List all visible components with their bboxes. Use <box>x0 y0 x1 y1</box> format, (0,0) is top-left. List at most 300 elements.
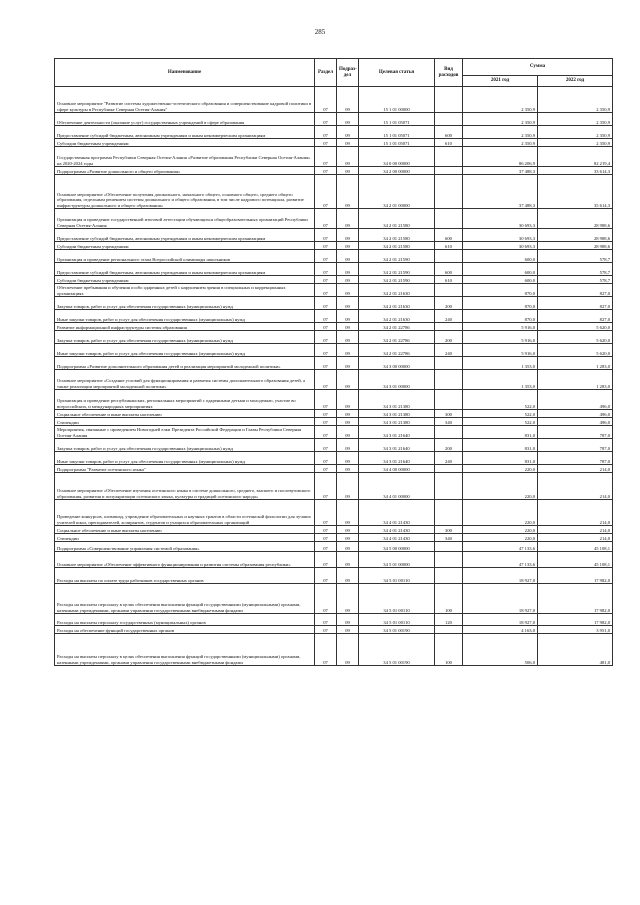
row-exp-type-cell: 100 <box>435 584 463 614</box>
row-2021-cell: 220,0 <box>463 534 538 542</box>
row-target-cell: 34 2 01 22786 <box>359 331 435 344</box>
row-section-cell: 07 <box>315 542 337 552</box>
row-name-cell: Развитие информационной инфраструктуры системы образования <box>55 323 315 331</box>
row-section-cell: 07 <box>315 473 337 500</box>
row-subsection-cell: 09 <box>337 410 359 418</box>
row-name-cell: Иные закупки товаров, работ и услуг для обеспечения государственных (муниципальных) нужд <box>55 310 315 323</box>
row-name-cell: Социальное обеспечение и иные выплаты населению <box>55 410 315 418</box>
row-name-cell: Организация и проведение республиканских, региональных мероприятий с одаренными детьми и молодежью, участие во всероссийских, и международных мероприятиях <box>55 390 315 410</box>
row-target-cell: 34 0 00 00000 <box>359 147 435 167</box>
row-section-cell: 07 <box>315 126 337 139</box>
row-subsection-cell: 09 <box>337 439 359 452</box>
row-exp-type-cell <box>435 147 463 167</box>
row-target-cell: 34 3 01 21380 <box>359 410 435 418</box>
row-target-cell: 34 4 01 00000 <box>359 473 435 500</box>
row-2022-cell: 827,0 <box>538 284 613 297</box>
table-row <box>55 634 613 666</box>
row-2022-cell: 1 283,0 <box>538 357 613 370</box>
table-row <box>55 167 613 175</box>
row-exp-type-cell <box>435 209 463 229</box>
row-subsection-cell: 09 <box>337 147 359 167</box>
row-2022-cell: 214,0 <box>538 465 613 473</box>
row-2022-cell: 214,0 <box>538 473 613 500</box>
row-section-cell: 07 <box>315 568 337 584</box>
row-subsection-cell: 09 <box>337 139 359 147</box>
row-target-cell: 34 3 01 21640 <box>359 439 435 452</box>
row-subsection-cell: 09 <box>337 357 359 370</box>
row-2021-cell: 37 488,3 <box>463 175 538 209</box>
row-subsection-cell: 09 <box>337 390 359 410</box>
row-target-cell: 34 3 01 21640 <box>359 452 435 465</box>
row-2022-cell: 45 108,1 <box>538 552 613 568</box>
table-row <box>55 552 613 568</box>
table-row <box>55 323 613 331</box>
table-row <box>55 209 613 229</box>
row-exp-type-cell <box>435 167 463 175</box>
budget-table <box>54 58 613 666</box>
row-2021-cell: 522,0 <box>463 418 538 426</box>
row-section-cell: 07 <box>315 344 337 357</box>
row-target-cell: 34 2 01 21630 <box>359 310 435 323</box>
row-2022-cell: 578,7 <box>538 250 613 263</box>
row-subsection-cell: 09 <box>337 113 359 126</box>
row-2021-cell: 2 350,9 <box>463 87 538 113</box>
row-section-cell: 07 <box>315 418 337 426</box>
row-2022-cell: 35 614,3 <box>538 175 613 209</box>
row-subsection-cell: 09 <box>337 229 359 242</box>
row-subsection-cell: 09 <box>337 568 359 584</box>
col-2021-header: 2021 год <box>463 76 538 87</box>
row-target-cell: 34 2 01 21590 <box>359 250 435 263</box>
row-2022-cell: 1 283,0 <box>538 370 613 390</box>
row-2021-cell: 870,0 <box>463 310 538 323</box>
row-exp-type-cell: 240 <box>435 310 463 323</box>
row-section-cell: 07 <box>315 526 337 534</box>
row-2022-cell: 787,0 <box>538 439 613 452</box>
row-exp-type-cell: 610 <box>435 139 463 147</box>
row-exp-type-cell <box>435 568 463 584</box>
row-2022-cell: 5 620,0 <box>538 344 613 357</box>
row-2022-cell: 496,0 <box>538 390 613 410</box>
col-section-header: Раздел <box>315 59 337 87</box>
row-exp-type-cell: 340 <box>435 418 463 426</box>
row-name-cell: Подпрограмма «Развитие дополнительного образования детей и реализация мероприятий молодежной политики» <box>55 357 315 370</box>
row-target-cell: 34 4 01 21430 <box>359 526 435 534</box>
row-subsection-cell: 09 <box>337 614 359 626</box>
row-exp-type-cell: 100 <box>435 634 463 666</box>
row-section-cell: 07 <box>315 175 337 209</box>
row-subsection-cell: 09 <box>337 500 359 526</box>
row-name-cell: Закупка товаров, работ и услуг для обеспечения государственных (муниципальных) нужд <box>55 297 315 310</box>
row-section-cell: 07 <box>315 242 337 250</box>
row-name-cell: Предоставление субсидий бюджетным, автономным учреждениям и иным некоммерческим организациям <box>55 126 315 139</box>
table-row <box>55 626 613 634</box>
row-section-cell: 07 <box>315 297 337 310</box>
table-row <box>55 147 613 167</box>
row-name-cell: Субсидии бюджетным учреждениям <box>55 242 315 250</box>
row-section-cell: 07 <box>315 534 337 542</box>
row-subsection-cell: 09 <box>337 331 359 344</box>
row-subsection-cell: 09 <box>337 534 359 542</box>
row-2021-cell: 18 927,0 <box>463 614 538 626</box>
table-row <box>55 139 613 147</box>
row-subsection-cell: 09 <box>337 276 359 284</box>
row-subsection-cell: 09 <box>337 310 359 323</box>
table-row <box>55 452 613 465</box>
table-body <box>55 87 613 666</box>
row-subsection-cell: 09 <box>337 465 359 473</box>
row-2021-cell: 2 350,9 <box>463 113 538 126</box>
row-2022-cell: 578,7 <box>538 263 613 276</box>
table-row <box>55 426 613 439</box>
row-subsection-cell: 09 <box>337 418 359 426</box>
table-row <box>55 370 613 390</box>
table-row <box>55 284 613 297</box>
row-target-cell: 15 1 01 05071 <box>359 113 435 126</box>
row-2021-cell: 30 693,3 <box>463 229 538 242</box>
row-2022-cell: 5 620,0 <box>538 331 613 344</box>
table-row <box>55 242 613 250</box>
row-section-cell: 07 <box>315 276 337 284</box>
row-2022-cell: 28 988,6 <box>538 229 613 242</box>
row-2021-cell: 506,0 <box>463 634 538 666</box>
row-subsection-cell: 09 <box>337 542 359 552</box>
table-row <box>55 542 613 552</box>
row-subsection-cell: 09 <box>337 323 359 331</box>
row-name-cell: Расходы на выплаты персоналу в целях обеспечения выполнения функций государственными (муниципальными) органами, казенными учреждениями, органами управления государственными внебюджетными фондами <box>55 584 315 614</box>
row-name-cell: Расходы на выплаты персоналу в целях обеспечения выполнения функций государственными (муниципальными) органами, казенными учреждениями, органами управления государственными внебюджетными фондами <box>55 634 315 666</box>
row-name-cell: Закупка товаров, работ и услуг для обеспечения государственных (муниципальных) нужд <box>55 439 315 452</box>
row-section-cell: 07 <box>315 331 337 344</box>
row-2021-cell: 831,0 <box>463 426 538 439</box>
col-target-header: Целевая статья <box>359 59 435 87</box>
row-section-cell: 07 <box>315 147 337 167</box>
row-2022-cell: 827,0 <box>538 297 613 310</box>
row-2021-cell: 30 693,3 <box>463 209 538 229</box>
row-target-cell: 34 5 01 00190 <box>359 626 435 634</box>
row-exp-type-cell: 240 <box>435 452 463 465</box>
row-2021-cell: 600,0 <box>463 276 538 284</box>
row-name-cell: Расходы на выплаты по оплате труда работников государственных органов <box>55 568 315 584</box>
row-name-cell: Обеспечение деятельности (оказание услуг) государственных учреждений в сфере образования <box>55 113 315 126</box>
row-section-cell: 07 <box>315 626 337 634</box>
row-section-cell: 07 <box>315 284 337 297</box>
row-2022-cell: 17 982,0 <box>538 568 613 584</box>
row-name-cell: Подпрограмма «Развитие дошкольного и общего образования» <box>55 167 315 175</box>
col-2022-header: 2022 год <box>538 76 613 87</box>
row-exp-type-cell: 600 <box>435 126 463 139</box>
row-exp-type-cell: 300 <box>435 526 463 534</box>
row-2022-cell: 214,0 <box>538 500 613 526</box>
row-name-cell: Основное мероприятие "Развитие системы художественно-эстетического образования и совершенствование кадровой политики в сфере культуры в Республике Северная Осетия-Алания" <box>55 87 315 113</box>
row-2022-cell: 3 951,0 <box>538 626 613 634</box>
table-row <box>55 534 613 542</box>
row-subsection-cell: 09 <box>337 263 359 276</box>
row-subsection-cell: 09 <box>337 126 359 139</box>
row-2021-cell: 220,0 <box>463 526 538 534</box>
table-row <box>55 410 613 418</box>
row-exp-type-cell: 200 <box>435 439 463 452</box>
row-target-cell: 34 2 01 21580 <box>359 209 435 229</box>
row-subsection-cell: 09 <box>337 626 359 634</box>
row-section-cell: 07 <box>315 410 337 418</box>
row-name-cell: Субсидии бюджетным учреждениям <box>55 276 315 284</box>
row-2022-cell: 2 350,9 <box>538 126 613 139</box>
row-section-cell: 07 <box>315 113 337 126</box>
row-2022-cell: 33 614,3 <box>538 167 613 175</box>
row-subsection-cell: 09 <box>337 426 359 439</box>
row-section-cell: 07 <box>315 209 337 229</box>
row-2021-cell: 831,0 <box>463 452 538 465</box>
row-section-cell: 07 <box>315 439 337 452</box>
table-row <box>55 357 613 370</box>
row-subsection-cell: 09 <box>337 250 359 263</box>
row-2021-cell: 1 353,0 <box>463 357 538 370</box>
row-exp-type-cell <box>435 390 463 410</box>
row-subsection-cell: 09 <box>337 87 359 113</box>
row-exp-type-cell <box>435 426 463 439</box>
row-exp-type-cell <box>435 465 463 473</box>
row-2021-cell: 870,0 <box>463 284 538 297</box>
row-name-cell: Подпрограмма «Совершенствование управления системой образования» <box>55 542 315 552</box>
row-section-cell: 07 <box>315 310 337 323</box>
row-2022-cell: 82 219,4 <box>538 147 613 167</box>
row-2022-cell: 45 108,1 <box>538 542 613 552</box>
row-exp-type-cell <box>435 542 463 552</box>
row-2021-cell: 600,0 <box>463 263 538 276</box>
row-2022-cell: 578,7 <box>538 276 613 284</box>
row-subsection-cell: 09 <box>337 175 359 209</box>
row-name-cell: Стипендии <box>55 534 315 542</box>
table-row <box>55 473 613 500</box>
row-2022-cell: 496,0 <box>538 418 613 426</box>
row-2021-cell: 47 133,6 <box>463 552 538 568</box>
row-exp-type-cell <box>435 284 463 297</box>
row-target-cell: 34 2 01 21580 <box>359 229 435 242</box>
row-target-cell: 15 1 01 00000 <box>359 87 435 113</box>
row-name-cell: Мероприятия, связанные с проведением Новогодней елки Президента Российской Федерации и Главы Республики Северная Осетия-Алания <box>55 426 315 439</box>
row-2021-cell: 522,0 <box>463 390 538 410</box>
row-target-cell: 34 2 01 21590 <box>359 276 435 284</box>
row-2021-cell: 220,0 <box>463 465 538 473</box>
row-subsection-cell: 09 <box>337 634 359 666</box>
row-subsection-cell: 09 <box>337 242 359 250</box>
table-row <box>55 465 613 473</box>
table-row <box>55 390 613 410</box>
row-target-cell: 15 1 01 05071 <box>359 126 435 139</box>
row-target-cell: 34 2 01 21630 <box>359 297 435 310</box>
row-subsection-cell: 09 <box>337 297 359 310</box>
row-exp-type-cell <box>435 87 463 113</box>
table-row <box>55 297 613 310</box>
row-exp-type-cell: 200 <box>435 297 463 310</box>
row-section-cell: 07 <box>315 87 337 113</box>
row-2022-cell: 28 988,6 <box>538 209 613 229</box>
row-2021-cell: 5 916,0 <box>463 344 538 357</box>
col-sum-header: Сумма <box>463 59 613 76</box>
row-section-cell: 07 <box>315 357 337 370</box>
table-row <box>55 263 613 276</box>
row-subsection-cell: 09 <box>337 167 359 175</box>
table-row <box>55 568 613 584</box>
row-2021-cell: 4 163,0 <box>463 626 538 634</box>
row-2021-cell: 870,0 <box>463 297 538 310</box>
row-name-cell: Государственная программа Республики Северная Осетия-Алания «Развитие образования Республики Северная Осетия-Алания» на 2020-2024 годы <box>55 147 315 167</box>
row-section-cell: 07 <box>315 552 337 568</box>
row-2021-cell: 831,0 <box>463 439 538 452</box>
col-exp-type-header: Вид расходов <box>435 59 463 87</box>
row-target-cell: 34 5 01 00190 <box>359 634 435 666</box>
row-exp-type-cell: 600 <box>435 263 463 276</box>
row-2021-cell: 2 350,9 <box>463 139 538 147</box>
table-header <box>55 59 613 87</box>
row-exp-type-cell: 300 <box>435 410 463 418</box>
row-2021-cell: 5 916,0 <box>463 331 538 344</box>
row-exp-type-cell <box>435 250 463 263</box>
row-2021-cell: 220,0 <box>463 500 538 526</box>
row-name-cell: Предоставление субсидий бюджетным, автономным учреждениям и иным некоммерческим организациям <box>55 263 315 276</box>
row-section-cell: 07 <box>315 584 337 614</box>
row-exp-type-cell <box>435 175 463 209</box>
row-section-cell: 07 <box>315 614 337 626</box>
row-subsection-cell: 09 <box>337 473 359 500</box>
row-target-cell: 15 1 01 05071 <box>359 139 435 147</box>
table-row <box>55 526 613 534</box>
row-section-cell: 07 <box>315 390 337 410</box>
row-name-cell: Обеспечение пребывания и обучения особо одаренных детей с нарушением зрения в специальных и коррекционных организациях <box>55 284 315 297</box>
row-target-cell: 34 2 01 21580 <box>359 242 435 250</box>
table-row <box>55 175 613 209</box>
row-2022-cell: 214,0 <box>538 526 613 534</box>
col-subsection-header: Подраз- дел <box>337 59 359 87</box>
table-row <box>55 229 613 242</box>
table-row <box>55 126 613 139</box>
row-exp-type-cell: 610 <box>435 276 463 284</box>
row-name-cell: Основное мероприятие «Обеспечение эффективного функционирования и развития системы образования республики» <box>55 552 315 568</box>
row-target-cell: 34 5 01 00110 <box>359 614 435 626</box>
row-exp-type-cell: 200 <box>435 331 463 344</box>
row-name-cell: Основное мероприятие «Обеспечение получения дошкольного, начального общего, основного общего, среднего общего образования, отдельным решением системы дошкольного и общего образования, в том числе кадрового потенциала, развитие инфраструктуры дошкольного и общего образования» <box>55 175 315 209</box>
row-section-cell: 07 <box>315 250 337 263</box>
row-name-cell: Иные закупки товаров, работ и услуг для обеспечения государственных (муниципальных) нужд <box>55 344 315 357</box>
row-name-cell: Стипендии <box>55 418 315 426</box>
row-2022-cell: 2 350,9 <box>538 139 613 147</box>
row-section-cell: 07 <box>315 139 337 147</box>
row-exp-type-cell <box>435 357 463 370</box>
row-2022-cell: 17 982,0 <box>538 584 613 614</box>
row-2022-cell: 787,0 <box>538 426 613 439</box>
row-exp-type-cell: 120 <box>435 614 463 626</box>
row-2021-cell: 37 488,3 <box>463 167 538 175</box>
table-row <box>55 418 613 426</box>
row-name-cell: Социальное обеспечение и иные выплаты населению <box>55 526 315 534</box>
row-2022-cell: 496,0 <box>538 410 613 418</box>
row-section-cell: 07 <box>315 500 337 526</box>
row-2021-cell: 1 353,0 <box>463 370 538 390</box>
row-2022-cell: 17 982,0 <box>538 614 613 626</box>
row-subsection-cell: 09 <box>337 552 359 568</box>
row-target-cell: 34 2 01 22786 <box>359 323 435 331</box>
row-target-cell: 34 3 01 21380 <box>359 390 435 410</box>
row-name-cell: Проведение конкурсов, олимпиад, учреждение образовательных и научных грантов в области осетинской филологии для лучших учителей школ, преподавателей, аспирантов, студентов и учащихся образовательных организаций <box>55 500 315 526</box>
row-exp-type-cell <box>435 113 463 126</box>
row-target-cell: 34 2 00 00000 <box>359 167 435 175</box>
row-exp-type-cell: 610 <box>435 242 463 250</box>
row-section-cell: 07 <box>315 634 337 666</box>
row-2022-cell: 5 620,0 <box>538 323 613 331</box>
row-2021-cell: 600,0 <box>463 250 538 263</box>
row-2021-cell: 522,0 <box>463 410 538 418</box>
row-2021-cell: 2 350,9 <box>463 126 538 139</box>
row-2022-cell: 481,0 <box>538 634 613 666</box>
row-subsection-cell: 09 <box>337 584 359 614</box>
row-section-cell: 07 <box>315 370 337 390</box>
row-2021-cell: 220,0 <box>463 473 538 500</box>
row-target-cell: 34 5 01 00110 <box>359 584 435 614</box>
row-exp-type-cell <box>435 500 463 526</box>
row-name-cell: Организация и проведение государственной итоговой аттестации обучающихся общеобразовательных организаций Республики Северная Осетия-Алания <box>55 209 315 229</box>
row-target-cell: 34 2 01 21630 <box>359 284 435 297</box>
row-target-cell: 34 4 00 00000 <box>359 465 435 473</box>
row-target-cell: 34 3 01 21640 <box>359 426 435 439</box>
table-row <box>55 310 613 323</box>
row-name-cell: Подпрограмма "Развитие осетинского языка" <box>55 465 315 473</box>
table-row <box>55 584 613 614</box>
row-name-cell: Расходы на обеспечение функций государственных органов <box>55 626 315 634</box>
row-2022-cell: 787,0 <box>538 452 613 465</box>
row-subsection-cell: 09 <box>337 452 359 465</box>
row-section-cell: 07 <box>315 167 337 175</box>
row-name-cell: Расходы на выплаты персоналу государственных (муниципальных) органов <box>55 614 315 626</box>
row-target-cell: 34 2 01 22786 <box>359 344 435 357</box>
table-row <box>55 276 613 284</box>
table-row <box>55 344 613 357</box>
row-2022-cell: 827,0 <box>538 310 613 323</box>
row-target-cell: 34 2 01 00000 <box>359 175 435 209</box>
table-row <box>55 614 613 626</box>
row-2021-cell: 5 916,0 <box>463 323 538 331</box>
col-name-header: Наименование <box>55 59 315 87</box>
row-exp-type-cell <box>435 552 463 568</box>
row-name-cell: Основное мероприятие «Создание условий для функционирования и развития системы дополнительного образования детей, а также реализации мероприятий молодежной политики» <box>55 370 315 390</box>
row-section-cell: 07 <box>315 263 337 276</box>
row-2022-cell: 28 988,6 <box>538 242 613 250</box>
row-exp-type-cell: 600 <box>435 229 463 242</box>
row-subsection-cell: 09 <box>337 344 359 357</box>
row-name-cell: Субсидии бюджетным учреждениям <box>55 139 315 147</box>
row-2021-cell: 47 133,6 <box>463 542 538 552</box>
row-2021-cell: 30 693,3 <box>463 242 538 250</box>
row-2022-cell: 214,0 <box>538 534 613 542</box>
row-name-cell: Иные закупки товаров, работ и услуг для обеспечения государственных (муниципальных) нужд <box>55 452 315 465</box>
row-name-cell: Закупка товаров, работ и услуг для обеспечения государственных (муниципальных) нужд <box>55 331 315 344</box>
row-target-cell: 34 2 01 21590 <box>359 263 435 276</box>
row-name-cell: Основное мероприятие «Обеспечение изучения осетинского языка в системе дошкольного, среднего, высшего и послевузовского образования, развития и популяризации осетинского языка, культуры и традиций осетинского народа» <box>55 473 315 500</box>
table-row <box>55 500 613 526</box>
row-target-cell: 34 5 00 00000 <box>359 542 435 552</box>
row-section-cell: 07 <box>315 426 337 439</box>
row-2021-cell: 18 927,0 <box>463 584 538 614</box>
row-2022-cell: 2 350,9 <box>538 113 613 126</box>
row-exp-type-cell <box>435 473 463 500</box>
table-row <box>55 113 613 126</box>
row-name-cell: Организация и проведение регионального этапа Всероссийской олимпиады школьников <box>55 250 315 263</box>
row-target-cell: 34 3 00 00000 <box>359 357 435 370</box>
row-target-cell: 34 5 01 00110 <box>359 568 435 584</box>
row-2021-cell: 18 927,0 <box>463 568 538 584</box>
table-row <box>55 87 613 113</box>
row-target-cell: 34 5 01 00000 <box>359 552 435 568</box>
